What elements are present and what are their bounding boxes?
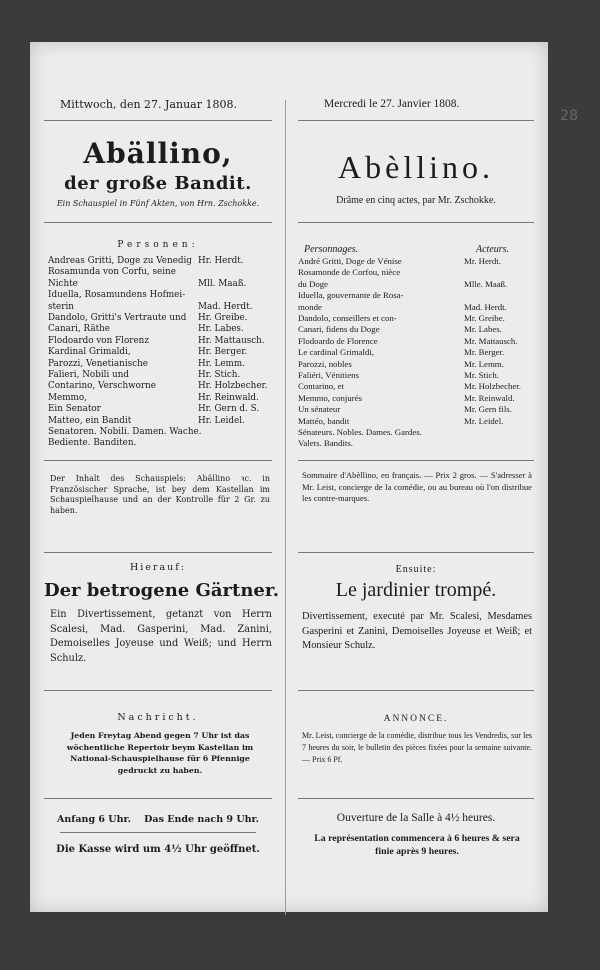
cast-role: Bediente. Banditen. xyxy=(48,438,137,449)
cast-role: Sénateurs. Nobles. Dames. Gardes. xyxy=(298,427,422,437)
cast-role: Contarino, Verschworne xyxy=(48,381,157,392)
notice-text-german: Jeden Freytag Abend gegen 7 Uhr ist das wöchentliche Repertoir beym Kastellan im National-Schauspielhause für 6 Pfennige gedruckt zu haben. xyxy=(66,731,254,775)
cast-role: Flodoardo de Florence xyxy=(298,335,378,346)
cast-actor: Mr. Holzbecher. xyxy=(464,381,521,392)
date-german: Mittwoch, den 27. Januar 1808. xyxy=(60,98,237,111)
cast-role: Kardinal Grimaldi, xyxy=(48,347,131,358)
cast-role: Matteo, ein Bandit xyxy=(48,415,132,426)
cast-heading-french-actors: Acteurs. xyxy=(476,244,510,255)
cast-role: Contarino, et xyxy=(298,381,344,392)
cast-actor: Mr. Stich. xyxy=(464,370,499,380)
cast-role: Canari, fidens du Doge xyxy=(298,324,380,335)
cast-heading-french-roles: Personnages. xyxy=(304,244,359,255)
cast-role: Le cardinal Grimaldi, xyxy=(298,347,374,358)
subtitle-german: der große Bandit. xyxy=(64,173,252,194)
cast-actor: Hr. Labes. xyxy=(198,324,244,335)
cast-role: Dandolo, conseillers et con- xyxy=(298,313,397,323)
description-german: Ein Schauspiel in Fünf Akten, von Hrn. Zschokke. xyxy=(56,199,260,208)
cast-actor: Hr. Lemm. xyxy=(198,358,246,369)
cast-actor: Mr. Berger. xyxy=(464,347,505,358)
cast-role: Rosamunda von Corfu, seine xyxy=(48,267,176,278)
divider xyxy=(44,690,272,691)
cast-role: Ein Senator xyxy=(48,404,101,415)
cast-role: Flodoardo von Florenz xyxy=(48,335,149,346)
cast-actor: Hr. Greibe. xyxy=(198,313,248,323)
cast-role: Parozzi, Venetianische xyxy=(48,358,148,369)
notice-heading-french: ANNONCE. xyxy=(383,714,449,724)
cast-actor: Hr. Stich. xyxy=(198,370,241,380)
notice-heading-german: Nachricht. xyxy=(117,712,199,723)
cast-role: Iduella, Rosamundens Hofmei- xyxy=(48,290,186,301)
divider xyxy=(44,798,272,799)
divider xyxy=(44,222,272,223)
divider xyxy=(298,798,534,799)
cast-actor: Mr. Mattausch. xyxy=(464,335,518,346)
cast-role: Un sénateur xyxy=(298,404,341,415)
notice-text-french: Mr. Leist, concierge de la comédie, distribue tous les Vendredis, sur les 7 heures du soir, le bulletin des pièces fixées pour la semaine suivante. — Prix 6 Pf. xyxy=(302,731,532,764)
cast-actor: Mr. Reinwald. xyxy=(464,392,515,403)
divider xyxy=(298,690,534,691)
cast-role: Rosamonde de Corfou, nièce xyxy=(298,267,401,278)
cast-actor: Mll. Maaß. xyxy=(198,278,247,289)
after-text-german: Ein Divertissement, getanzt von Herrn Scalesi, Mad. Gasperini, Mad. Zanini, Demoiselles Joyeuse und Weiß; und Herrn Schulz. xyxy=(50,609,272,664)
summary-german: Der Inhalt des Schauspiels: Abällino ꝛc. in Französischer Sprache, ist bey dem Kastellan im Schauspielhause und an der Kontrolle für 2 Gr. zu haben. xyxy=(50,474,270,515)
divider xyxy=(44,552,272,553)
cast-role: Andreas Gritti, Doge zu Venedig xyxy=(48,256,192,266)
date-french: Mercredi le 27. Janvier 1808. xyxy=(324,98,460,110)
column-divider xyxy=(285,100,286,915)
cast-role: Valets. Bandits. xyxy=(298,438,353,449)
cast-role: Dandolo, Gritti's Vertraute und xyxy=(48,313,187,323)
cast-role: Nichte xyxy=(48,278,78,289)
cast-actor: Hr. Herdt. xyxy=(198,256,244,266)
box-office-german: Die Kasse wird um 4½ Uhr geöffnet. xyxy=(56,844,260,855)
cast-actor: Mr. Leidel. xyxy=(464,415,504,426)
cast-actor: Mr. Herdt. xyxy=(464,256,501,266)
divider xyxy=(298,552,534,553)
after-title-german: Der betrogene Gärtner. xyxy=(44,580,279,601)
cast-role: Faliéri, Vénitiens xyxy=(298,370,359,380)
cast-role: Senatoren. Nobili. Damen. Wache. xyxy=(48,427,202,437)
cast-actor: Hr. Leidel. xyxy=(198,415,245,426)
handwritten-number: 28 xyxy=(560,108,578,124)
title-german: Abällino, xyxy=(83,137,233,170)
cast-actor: Mr. Lemm. xyxy=(464,358,504,369)
cast-actor: Hr. Gern d. S. xyxy=(198,404,260,415)
divider xyxy=(298,120,534,121)
cast-actor: Mr. Greibe. xyxy=(464,313,505,323)
cast-role: Iduella, gouvernante de Rosa- xyxy=(298,290,404,301)
divider xyxy=(298,460,534,461)
description-french: Drâme en cinq actes, par Mr. Zschokke. xyxy=(336,195,496,206)
playbill-sheet xyxy=(30,42,578,912)
cast-role: Memmo, conjurés xyxy=(298,392,363,403)
divider xyxy=(44,460,272,461)
cast-actor: Mlle. Maaß. xyxy=(464,278,508,289)
cast-role: monde xyxy=(298,301,322,312)
times-german: Anfang 6 Uhr. Das Ende nach 9 Uhr. xyxy=(57,814,259,825)
start-french: La représentation commencera à 6 heures & sera finie après 9 heures. xyxy=(314,833,520,857)
title-french: Abèllino. xyxy=(338,149,494,185)
cast-actor: Hr. Holzbecher. xyxy=(198,381,268,392)
divider xyxy=(60,832,256,833)
cast-role: Memmo, xyxy=(48,392,87,403)
after-heading-french: Ensuite: xyxy=(395,564,437,575)
summary-french: Sommaire d'Abèllino, en français. — Prix 2 gros. — S'adresser à Mr. Leist, concierge de la comédie, ou au bureau où l'on distribue les contre-marques. xyxy=(302,470,532,504)
cast-actor: Hr. Mattausch. xyxy=(198,335,265,346)
cast-role: Canari, Räthe xyxy=(48,324,110,335)
after-text-french: Divertissement, executé par Mr. Scalesi, Mesdames Gasperini et Zanini, Demoiselles Joyeuse et Weiß; et Monsieur Schulz. xyxy=(302,611,532,651)
cast-actor: Hr. Berger. xyxy=(198,347,248,358)
after-title-french: Le jardinier trompé. xyxy=(335,579,497,601)
cast-actor: Hr. Reinwald. xyxy=(198,392,259,403)
cast-heading-german: Personen: xyxy=(117,240,199,250)
cast-actor: Mad. Herdt. xyxy=(464,301,507,312)
cast-role: Mattéo, bandit xyxy=(298,415,350,426)
cast-role: Parozzi, nobles xyxy=(298,358,352,369)
cast-role: sterin xyxy=(48,301,74,312)
cast-actor: Mr. Labes. xyxy=(464,324,502,335)
cast-role: du Doge xyxy=(298,278,329,289)
divider xyxy=(298,222,534,223)
cast-actor: Mr. Gern fils. xyxy=(464,404,512,415)
opening-french: Ouverture de la Salle à 4½ heures. xyxy=(336,812,496,824)
cast-role: Falieri, Nobili und xyxy=(48,370,130,380)
after-heading-german: Hierauf: xyxy=(130,562,186,573)
divider xyxy=(44,120,272,121)
cast-role: André Gritti, Doge de Vénise xyxy=(298,256,402,266)
cast-actor: Mad. Herdt. xyxy=(198,301,253,312)
